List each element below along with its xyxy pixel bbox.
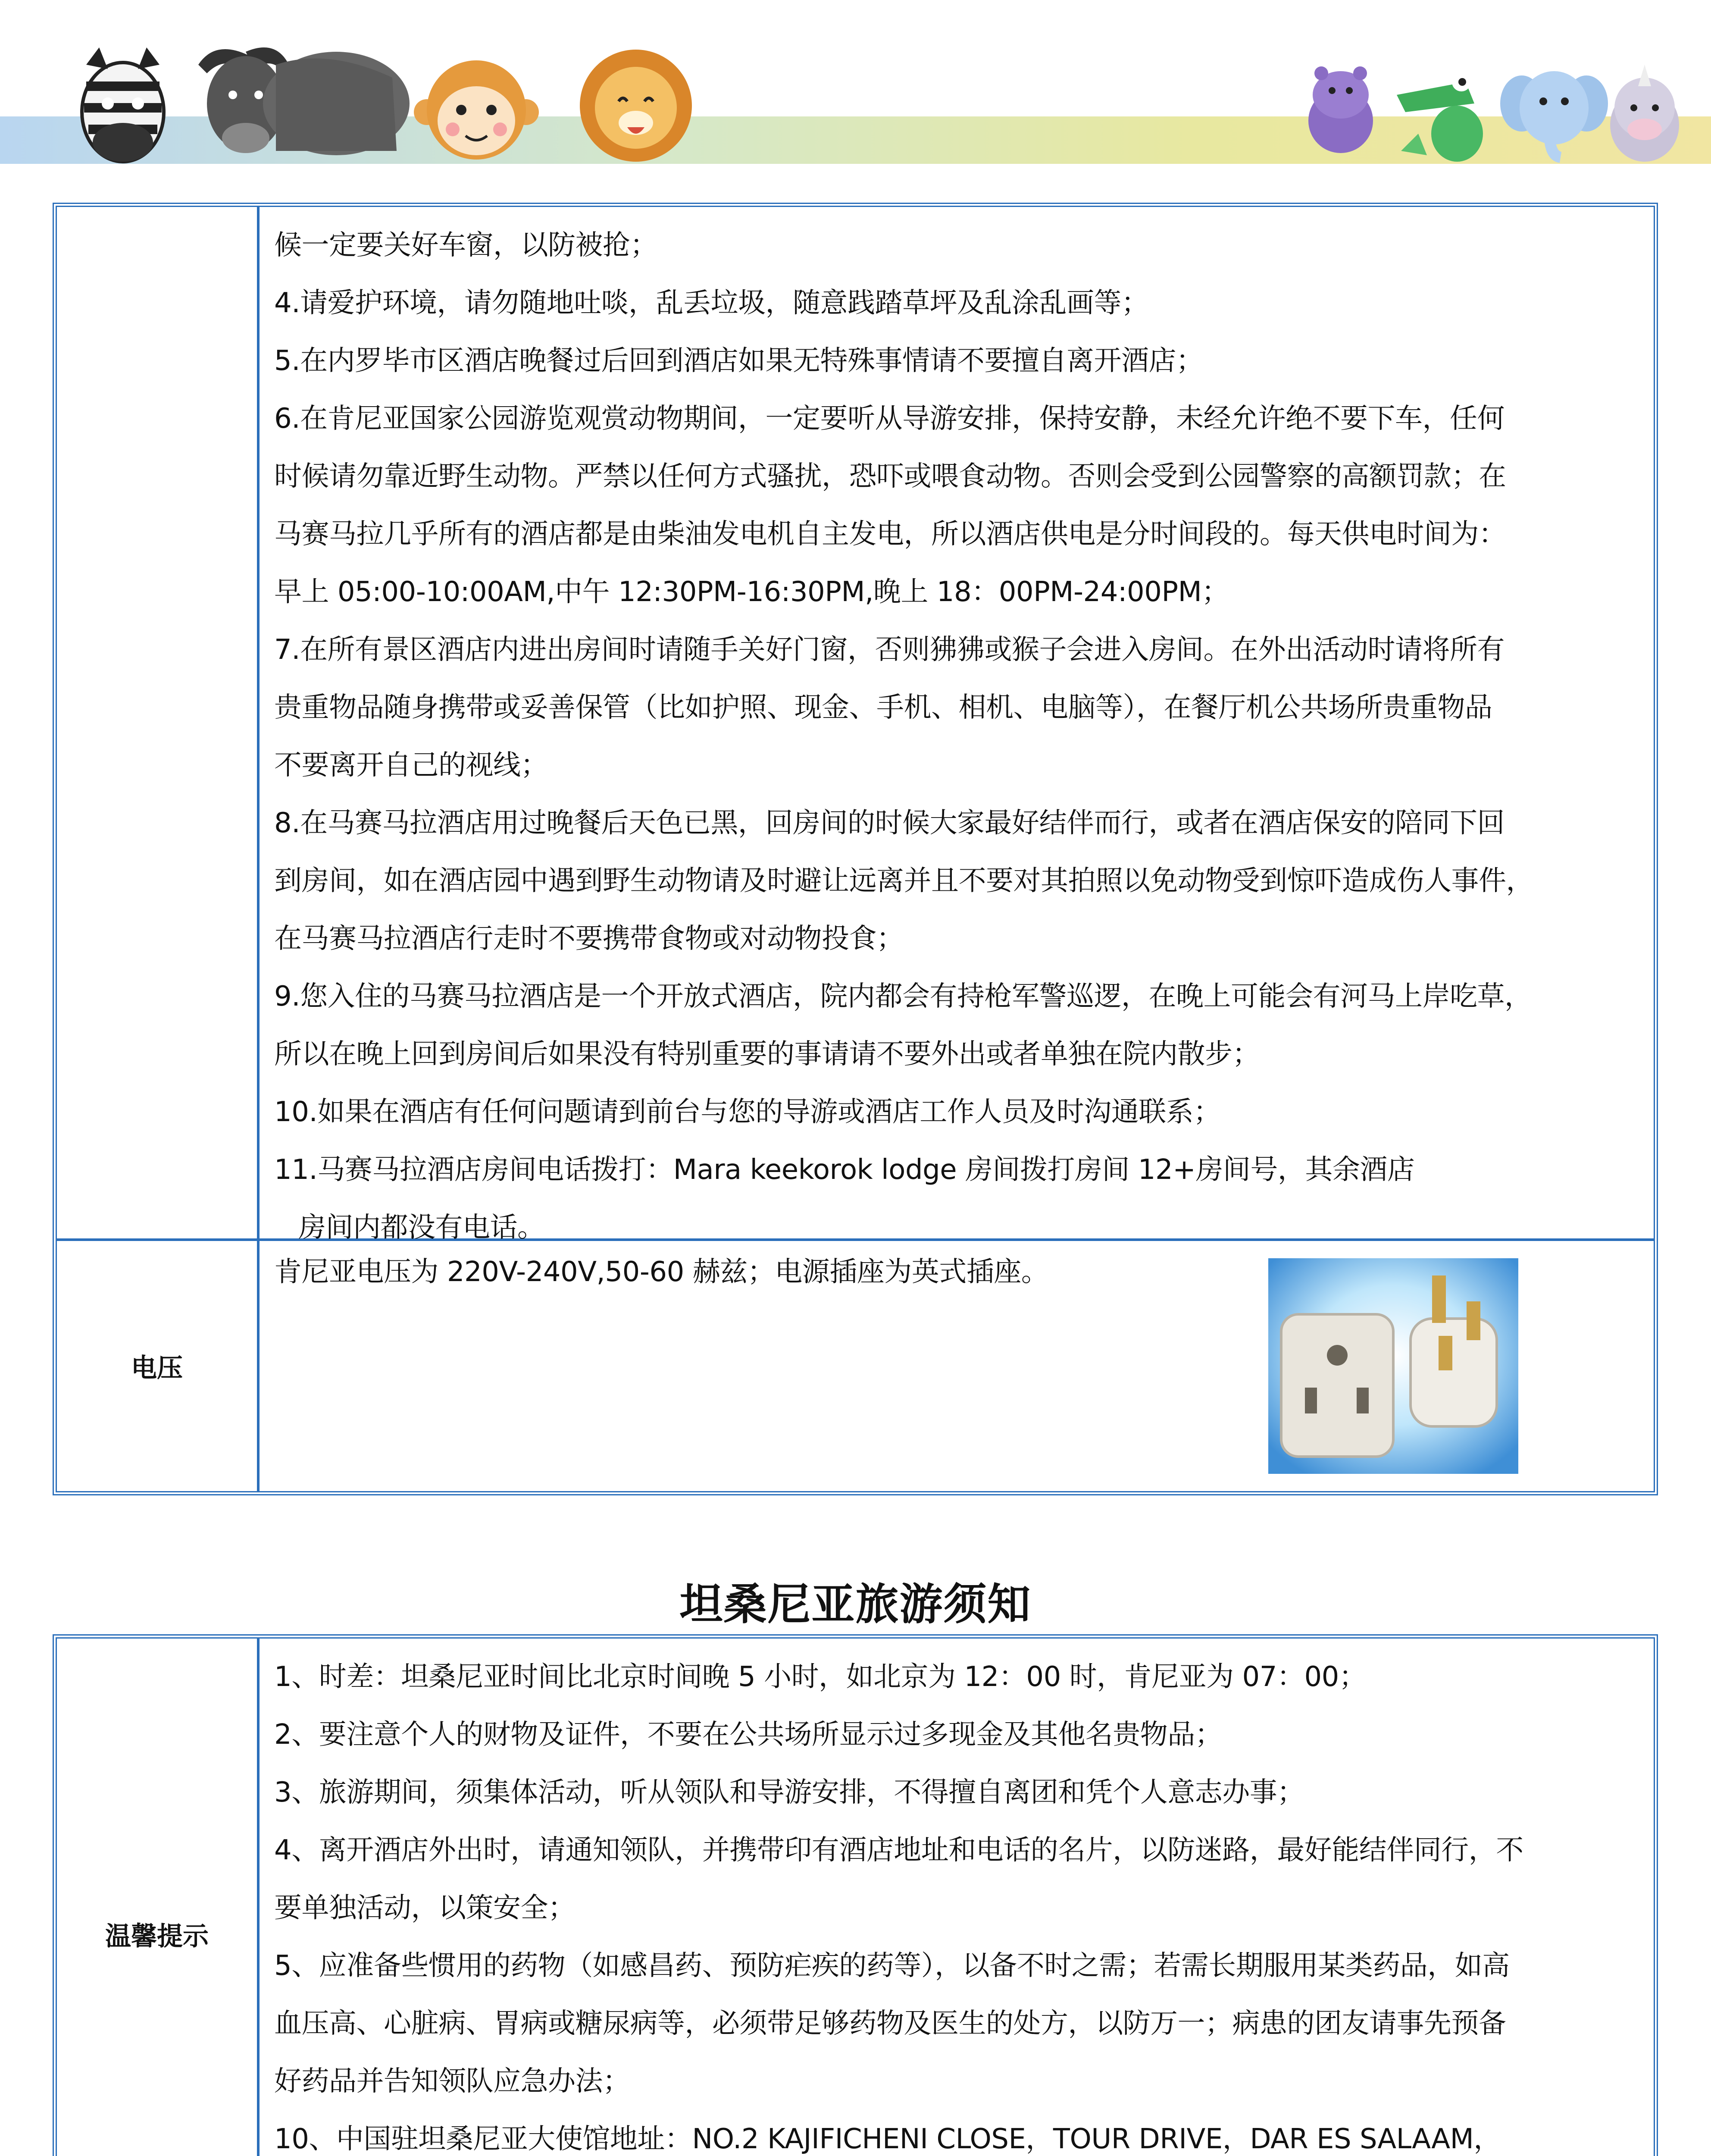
tips-content: [260, 1639, 1654, 2156]
tips-label: 温馨提示: [57, 1639, 260, 2156]
note-line: 8.在马赛马拉酒店用过晚餐后天色已黑，回房间的时候大家最好结伴而行，或者在酒店保安的陪同下回: [274, 807, 1505, 839]
tanzania-notes-table: [53, 1634, 1658, 2156]
tip-line: 1、时差：坦桑尼亚时间比北京时间晚 5 小时，如北京为 12：00 时，肯尼亚为 07：00；: [274, 1661, 1367, 1693]
note-line: 5.在内罗毕市区酒店晚餐过后回到酒店如果无特殊事情请不要擅自离开酒店；: [274, 345, 1204, 377]
note-line: 不要离开自己的视线；: [274, 749, 548, 781]
safety-notes-row: [57, 207, 1654, 1244]
note-line: 时候请勿靠近野生动物。严禁以任何方式骚扰，恐吓或喂食动物。否则会受到公园警察的高额罚款；在: [274, 461, 1506, 492]
note-line: 7.在所有景区酒店内进出房间时请随手关好门窗，否则狒狒或猴子会进入房间。在外出活动时请将所有: [274, 634, 1505, 666]
tips-row: [57, 1639, 1654, 2156]
tanzania-section-title: 坦桑尼亚旅游须知: [679, 1579, 1032, 1630]
rhino-icon: [1604, 60, 1686, 164]
elephant-icon: [1500, 60, 1608, 164]
note-line: 房间内都没有电话。: [298, 1212, 545, 1244]
note-line: 6.在肯尼亚国家公园游览观赏动物期间，一定要听从导游安排，保持安静，未经允许绝不要下车，任何: [274, 403, 1505, 435]
tip-line: 5、应准备些惯用的药物（如感昌药、预防疟疾的药等），以备不时之需；若需长期服用某类药品，如高: [274, 1950, 1510, 1982]
note-line: 9.您入住的马赛马拉酒店是一个开放式酒店，院内都会有持枪军警巡逻，在晚上可能会有河马上岸吃草，: [274, 981, 1532, 1012]
tip-line: 好药品并告知领队应急办法；: [274, 2065, 630, 2097]
note-line: 4.请爱护环境，请勿随地吐啖，乱丢垃圾，随意践踏草坪及乱涂乱画等；: [274, 287, 1149, 319]
note-line: 所以在晚上回到房间后如果没有特别重要的事请请不要外出或者单独在院内散步；: [274, 1038, 1260, 1070]
voltage-text: 肯尼亚电压为 220V-240V,50-60 赫兹；电源插座为英式插座。: [274, 1256, 1049, 1288]
tip-line: 血压高、心脏病、胃病或糖尿病等，必须带足够药物及医生的处方，以防万一；病患的团友请事先预备: [274, 2008, 1506, 2040]
voltage-row: [57, 1241, 1654, 1491]
note-line: 10.如果在酒店有任何问题请到前台与您的导游或酒店工作人员及时沟通联系；: [274, 1096, 1221, 1128]
monkey-icon: [414, 56, 539, 164]
note-line: 马赛马拉几乎所有的酒店都是由柴油发电机自主发电，所以酒店供电是分时间段的。每天供电时间为：: [274, 518, 1506, 550]
hippo-icon: [1302, 56, 1379, 155]
note-line: 候一定要关好车窗，以防被抢；: [274, 229, 657, 261]
power-adapter-image: [1268, 1258, 1518, 1474]
kenya-notes-table: [53, 203, 1658, 1495]
safety-notes-label-cell: [57, 207, 260, 1238]
note-line: 贵重物品随身携带或妥善保管（比如护照、现金、手机、相机、电脑等），在餐厅机公共场所贵重物品: [274, 692, 1492, 724]
note-line: 到房间，如在酒店园中遇到野生动物请及时避让远离并且不要对其拍照以免动物受到惊吓造成伤人事件，: [274, 865, 1533, 897]
safety-notes-content: [260, 207, 1654, 1244]
lion-icon: [573, 47, 698, 164]
note-line: 11.马赛马拉酒店房间电话拨打：Mara keekorok lodge 房间拨打房间 12+房间号，其余酒店: [274, 1154, 1415, 1186]
note-line: 早上 05:00-10:00AM,中午 12:30PM-16:30PM,晚上 18：00PM-24:00PM；: [274, 576, 1229, 608]
voltage-content: [260, 1241, 1654, 1491]
zebra-icon: [69, 47, 177, 164]
crocodile-icon: [1388, 65, 1492, 164]
tip-line: 10、中国驻坦桑尼亚大使馆地址：NO.2 KAJIFICHENI CLOSE，TOUR DRIVE，DAR ES SALAAM，: [274, 2123, 1501, 2155]
tip-line: 要单独活动，以策安全；: [274, 1892, 576, 1924]
tip-line: 4、离开酒店外出时，请通知领队，并携带印有酒店地址和电话的名片，以防迷路，最好能结伴同行，不: [274, 1834, 1523, 1866]
buffalo-icon: [190, 39, 414, 164]
note-line: 在马赛马拉酒店行走时不要携带食物或对动物投食；: [274, 923, 904, 955]
tip-line: 2、要注意个人的财物及证件，不要在公共场所显示过多现金及其他名贵物品；: [274, 1719, 1223, 1751]
voltage-label: 电压: [57, 1241, 260, 1491]
tip-line: 3、旅游期间，须集体活动，听从领队和导游安排，不得擅自离团和凭个人意志办事；: [274, 1777, 1304, 1808]
